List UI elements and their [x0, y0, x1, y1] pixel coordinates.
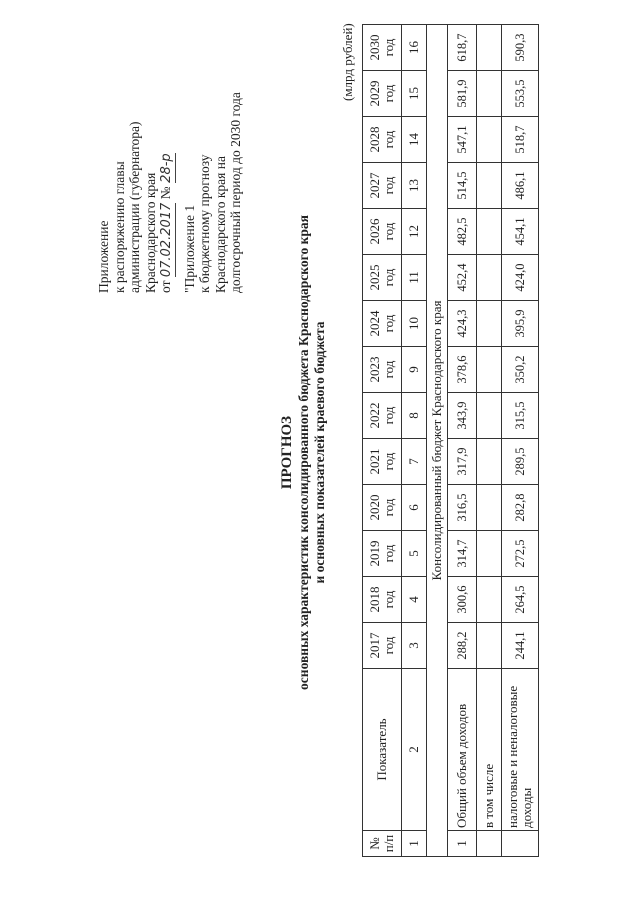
value-cell: 590,3 [502, 25, 539, 71]
title-subtitle: и основных показателей краевого бюджета [312, 321, 327, 584]
value-cell [477, 71, 502, 117]
value-cell: 264,5 [502, 577, 539, 623]
table-row [448, 25, 477, 857]
header-cell-indicator: Показатель [363, 669, 402, 831]
header-cell-year: 2025 год [363, 255, 402, 301]
header-cell-year: 2030 год [363, 25, 402, 71]
header-cell-no: № п/п [363, 831, 402, 857]
value-cell [477, 347, 502, 393]
column-number: 15 [402, 71, 427, 117]
row-label: налоговые и неналоговые доходы [502, 669, 539, 831]
value-cell [477, 25, 502, 71]
header-cell-year: 2023 год [363, 347, 402, 393]
section-title: Консолидированный бюджет Краснодарского края [427, 25, 448, 857]
value-cell: 486,1 [502, 163, 539, 209]
column-number: 14 [402, 117, 427, 163]
value-cell: 317,9 [448, 439, 477, 485]
column-number: 11 [402, 255, 427, 301]
row-label: в том числе [477, 669, 502, 831]
number-prefix: № [158, 186, 173, 200]
value-cell [477, 117, 502, 163]
date-prefix: от [158, 280, 173, 293]
value-cell: 581,9 [448, 71, 477, 117]
header-cell-year: 2020 год [363, 485, 402, 531]
header-cell-year: 2019 год [363, 531, 402, 577]
header-cell-year: 2027 год [363, 163, 402, 209]
header-line: администрации (губернатора) [127, 121, 142, 293]
header-cell-year: 2029 год [363, 71, 402, 117]
value-cell [477, 485, 502, 531]
column-number: 8 [402, 393, 427, 439]
annex-line: "Приложение 1 [181, 204, 197, 293]
header-cell-year: 2026 год [363, 209, 402, 255]
column-number: 9 [402, 347, 427, 393]
column-number: 4 [402, 577, 427, 623]
column-number: 3 [402, 623, 427, 669]
column-number: 16 [402, 25, 427, 71]
value-cell [477, 301, 502, 347]
table-row [477, 25, 502, 857]
column-number: 2 [402, 669, 427, 831]
document-title [278, 0, 328, 905]
column-number-row [402, 25, 427, 857]
value-cell: 547,1 [448, 117, 477, 163]
column-number: 13 [402, 163, 427, 209]
value-cell: 350,2 [502, 347, 539, 393]
column-number: 12 [402, 209, 427, 255]
approval-header [96, 92, 244, 293]
value-cell [477, 255, 502, 301]
header-line: к распоряжению главы [111, 161, 127, 293]
value-cell: 316,5 [448, 485, 477, 531]
title-main: ПРОГНОЗ [279, 415, 295, 490]
row-label: Общий объем доходов [448, 669, 477, 831]
annex-line: к бюджетному прогнозу [197, 154, 212, 293]
value-cell [477, 577, 502, 623]
value-cell: 395,9 [502, 301, 539, 347]
annex-line: Краснодарского края на [212, 156, 228, 293]
value-cell [477, 439, 502, 485]
header-cell-year: 2022 год [363, 393, 402, 439]
value-cell: 288,2 [448, 623, 477, 669]
value-cell: 514,5 [448, 163, 477, 209]
handwritten-date: 07.02.2017 [159, 202, 174, 278]
value-cell: 244,1 [502, 623, 539, 669]
units-label: (млрд рублей) [340, 23, 355, 101]
column-number: 1 [402, 831, 427, 857]
row-number [502, 831, 539, 857]
section-row [427, 25, 448, 857]
value-cell: 289,5 [502, 439, 539, 485]
header-cell-year: 2021 год [363, 439, 402, 485]
header-cell-year: 2018 год [363, 577, 402, 623]
value-cell: 454,1 [502, 209, 539, 255]
header-cell-year: 2024 год [363, 301, 402, 347]
budget-forecast-table [362, 24, 539, 857]
value-cell: 553,5 [502, 71, 539, 117]
header-line: Приложение [96, 220, 111, 293]
table-row [502, 25, 539, 857]
value-cell: 424,0 [502, 255, 539, 301]
column-number: 7 [402, 439, 427, 485]
header-date-line [158, 92, 176, 293]
table-header-row [363, 25, 402, 857]
value-cell: 282,8 [502, 485, 539, 531]
value-cell: 343,9 [448, 393, 477, 439]
value-cell: 300,6 [448, 577, 477, 623]
handwritten-number: 28-р [159, 153, 174, 183]
header-cell-year: 2017 год [363, 623, 402, 669]
column-number: 5 [402, 531, 427, 577]
row-number [477, 831, 502, 857]
annex-line: долгосрочный период до 2030 года [228, 92, 243, 293]
column-number: 10 [402, 301, 427, 347]
column-number: 6 [402, 485, 427, 531]
value-cell: 378,6 [448, 347, 477, 393]
value-cell: 482,5 [448, 209, 477, 255]
value-cell: 424,3 [448, 301, 477, 347]
value-cell [477, 623, 502, 669]
value-cell: 452,4 [448, 255, 477, 301]
value-cell: 272,5 [502, 531, 539, 577]
title-subtitle: основных характеристик консолидированного бюджета Краснодарского края [296, 215, 311, 690]
value-cell [477, 163, 502, 209]
value-cell [477, 531, 502, 577]
header-cell-year: 2028 год [363, 117, 402, 163]
value-cell: 315,5 [502, 393, 539, 439]
value-cell [477, 209, 502, 255]
value-cell [477, 393, 502, 439]
row-number: 1 [448, 831, 477, 857]
header-line: Краснодарского края [142, 172, 158, 293]
value-cell: 314,7 [448, 531, 477, 577]
value-cell: 618,7 [448, 25, 477, 71]
value-cell: 518,7 [502, 117, 539, 163]
